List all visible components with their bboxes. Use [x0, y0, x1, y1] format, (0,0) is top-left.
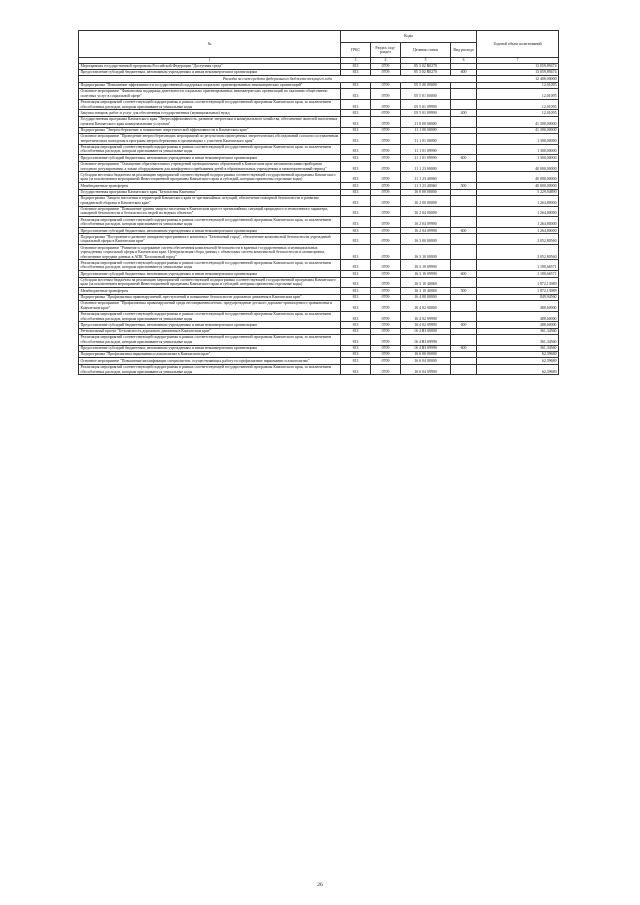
row-expense-type: 600 — [451, 70, 477, 76]
row-grbs: 813 — [341, 127, 371, 133]
row-grbs: 813 — [341, 63, 371, 69]
row-razdel: 0709 — [371, 189, 401, 195]
row-amount: 1 300,00000 — [477, 155, 559, 161]
row-grbs: 813 — [341, 110, 371, 116]
table-row — [79, 195, 559, 206]
row-name: Реализация мероприятий соответствующей подпрограммы в рамках соответствующей государственной программы Камчатского края, за исключением обособленных расходов, которым присваиваются уникальные коды — [79, 217, 341, 228]
row-grbs: 813 — [341, 322, 371, 328]
row-razdel: 0709 — [371, 99, 401, 110]
row-razdel: 0709 — [371, 288, 401, 294]
row-target-article: 16 2 04 09990 — [401, 228, 451, 234]
row-target-article: 16 6 00 00000 — [401, 352, 451, 358]
row-name: Основное мероприятие "Профилактика правонарушений среди несовершеннолетних, предупреждение детского дорожно-транспортного травматизма в Камчатском крае" — [79, 300, 341, 311]
col-index: 4 — [371, 58, 401, 64]
row-target-article: 16 3 10 09990 — [401, 260, 451, 271]
row-target-article: 11 1 00 00000 — [401, 127, 451, 133]
row-grbs: 813 — [341, 294, 371, 300]
row-amount: 361,34560 — [477, 345, 559, 351]
row-name: Государственная программа Камчатского края "Энергоэффективность, развитие энергетики и коммунального хозяйства, обеспечение жителей населенных пунктов Камчатского края коммунальными услугами" — [79, 116, 341, 127]
row-razdel: 0709 — [371, 195, 401, 206]
table-row — [79, 161, 559, 172]
row-grbs: 813 — [341, 155, 371, 161]
row-name: Предоставление субсидий бюджетным, автономным учреждениям и иным некоммерческим организациям — [79, 70, 341, 76]
table-row — [79, 206, 559, 217]
row-expense-type: 600 — [451, 271, 477, 277]
row-grbs: 813 — [341, 277, 371, 288]
row-target-article: 11 1 23 40060 — [401, 183, 451, 189]
row-amount: 13 059,89474 — [477, 70, 559, 76]
row-amount: 1 264,80000 — [477, 217, 559, 228]
row-amount: 12,01095 — [477, 82, 559, 88]
row-name: Субсидии местным бюджетам на реализацию мероприятий соответствующей подпрограммы соответствующей государственной программы Камчатского края (за исключением мероприятий Инвестиционной программы Камчатского края и субсидий, которым присвоены отдельные коды) — [79, 277, 341, 288]
row-amount: 849,94560 — [477, 294, 559, 300]
row-amount: 12,01095 — [477, 88, 559, 99]
row-expense-type: 600 — [451, 155, 477, 161]
row-target-article: 05 3 02 R0270 — [401, 70, 451, 76]
row-name: Подпрограмма "Профилактика правонарушений, преступлений и повышение безопасности дорожного движения в Камчатском крае" — [79, 294, 341, 300]
row-amount: 488,60000 — [477, 322, 559, 328]
row-grbs: 813 — [341, 82, 371, 88]
row-razdel: 0709 — [371, 70, 401, 76]
row-amount: 1 264,80000 — [477, 206, 559, 217]
header-target-article: Целевая статья — [401, 43, 451, 58]
row-target-article: 16 3 10 00000 — [401, 245, 451, 260]
row-expense-type: 500 — [451, 183, 477, 189]
row-grbs: 813 — [341, 288, 371, 294]
row-amount: 41 300,00000 — [477, 127, 559, 133]
row-amount: 1 300,00000 — [477, 133, 559, 144]
row-note: Расходы за счет средств федерального бюджета текущего года — [79, 76, 477, 82]
row-target-article: 16 2 04 00000 — [401, 206, 451, 217]
row-name: Межбюджетные трансферты — [79, 183, 341, 189]
table-row — [79, 335, 559, 346]
table-row — [79, 116, 559, 127]
row-name: Основное мероприятие "Повышение уровня защиты населения в Камчатском крае от чрезвычайных ситуаций природного и техногенного характера, пожарной безопасности и безопасности людей на водных объектах" — [79, 206, 341, 217]
row-razdel: 0709 — [371, 311, 401, 322]
row-target-article: 16 2 00 00000 — [401, 195, 451, 206]
row-razdel: 0709 — [371, 228, 401, 234]
row-name: Субсидии местным бюджетам на реализацию мероприятий соответствующей подпрограммы соответствующей государственной программы Камчатского края (за исключением мероприятий Инвестиционной программы Камчатского края и субсидий, которым присвоены отдельные коды) — [79, 172, 341, 183]
row-target-article: 16 4 02 00000 — [401, 300, 451, 311]
row-name: Реализация мероприятий соответствующей подпрограммы в рамках соответствующей государственной программы Камчатского края, за исключением обособленных расходов, которым присваиваются уникальные коды — [79, 260, 341, 271]
row-name: Предоставление субсидий бюджетным, автономным учреждениям и иным некоммерческим организациям — [79, 271, 341, 277]
row-name: Подпрограмма "Профилактика наркомании и алкоголизма в Камчатском крае" — [79, 352, 341, 358]
row-razdel: 0709 — [371, 82, 401, 88]
row-name: Реализация мероприятий соответствующей подпрограммы в рамках соответствующей государственной программы Камчатского края, за исключением обособленных расходов, которым присваиваются уникальные коды — [79, 335, 341, 346]
row-razdel: 0709 — [371, 217, 401, 228]
row-expense-type — [451, 335, 477, 346]
table-row — [79, 260, 559, 271]
row-amount: 62,39680 — [477, 364, 559, 375]
row-expense-type — [451, 206, 477, 217]
row-target-article: 16 3 10 40060 — [401, 288, 451, 294]
row-amount: 1 180,66571 — [477, 260, 559, 271]
row-expense-type: 600 — [451, 228, 477, 234]
row-expense-type — [451, 311, 477, 322]
row-grbs: 813 — [341, 183, 371, 189]
row-expense-type — [451, 133, 477, 144]
row-grbs: 813 — [341, 99, 371, 110]
row-amount: 361,34560 — [477, 328, 559, 334]
table-body — [79, 63, 559, 375]
row-target-article: 16 6 04 00000 — [401, 358, 451, 364]
row-target-article: 16 4 R3 09990 — [401, 335, 451, 346]
row-target-article: 11 1 23 00000 — [401, 161, 451, 172]
row-razdel: 0709 — [371, 352, 401, 358]
row-target-article: 11 1 01 00000 — [401, 133, 451, 144]
row-name: Реализация мероприятий соответствующей подпрограммы в рамках соответствующей государственной программы Камчатского края, за исключением обособленных расходов, которым присваиваются уникальные коды — [79, 311, 341, 322]
row-expense-type: 600 — [451, 345, 477, 351]
row-razdel: 0709 — [371, 300, 401, 311]
row-amount: 1 264,80000 — [477, 228, 559, 234]
col-index: 7 — [477, 58, 559, 64]
header-number: № — [79, 31, 341, 58]
row-grbs: 813 — [341, 328, 371, 334]
header-grbs: ГРБС — [341, 43, 371, 58]
header-razdel: Раздел, под-раздел — [371, 43, 401, 58]
row-target-article: 16 4 R3 09990 — [401, 345, 451, 351]
row-expense-type — [451, 88, 477, 99]
table-row — [79, 88, 559, 99]
row-target-article: 11 1 01 09990 — [401, 155, 451, 161]
table-row — [79, 277, 559, 288]
row-amount: 1 872,13989 — [477, 288, 559, 294]
row-expense-type — [451, 172, 477, 183]
row-target-article: 16 4 00 00000 — [401, 294, 451, 300]
row-grbs: 813 — [341, 228, 371, 234]
row-expense-type: 600 — [451, 322, 477, 328]
row-name: Государственная программа Камчатского края "Безопасная Камчатка" — [79, 189, 341, 195]
row-expense-type — [451, 195, 477, 206]
row-target-article: 05 5 01 09990 — [401, 110, 451, 116]
row-target-article: 11 0 00 00000 — [401, 116, 451, 127]
header-amount: Годовой объем ассигнований — [477, 31, 559, 58]
row-target-article: 16 4 02 09990 — [401, 311, 451, 322]
row-razdel: 0709 — [371, 183, 401, 189]
row-amount: 361,34560 — [477, 335, 559, 346]
row-target-article: 16 3 10 40060 — [401, 277, 451, 288]
row-grbs: 813 — [341, 116, 371, 127]
row-razdel: 0709 — [371, 245, 401, 260]
row-razdel: 0709 — [371, 88, 401, 99]
row-razdel: 0709 — [371, 161, 401, 172]
row-expense-type — [451, 260, 477, 271]
row-grbs: 813 — [341, 358, 371, 364]
row-grbs: 813 — [341, 133, 371, 144]
row-expense-type: 500 — [451, 288, 477, 294]
row-name: Предоставление субсидий бюджетным, автономным учреждениям и иным некоммерческим организациям — [79, 322, 341, 328]
row-grbs: 813 — [341, 172, 371, 183]
row-target-article: 16 4 R3 00000 — [401, 328, 451, 334]
row-grbs: 813 — [341, 161, 371, 172]
row-amount: 488,60000 — [477, 311, 559, 322]
budget-document — [78, 30, 558, 375]
row-name: Основное мероприятие "Финансовая поддержка деятельности социально ориентированных некоммерческих организаций по оказанию общественно полезных услуг в социальной сфере" — [79, 88, 341, 99]
row-expense-type — [451, 234, 477, 245]
row-amount: 40 000,00000 — [477, 161, 559, 172]
row-grbs: 813 — [341, 335, 371, 346]
row-razdel: 0709 — [371, 345, 401, 351]
row-expense-type — [451, 277, 477, 288]
row-razdel: 0709 — [371, 110, 401, 116]
row-name: Региональный проект "Безопасность дорожного движения в Камчатском крае" — [79, 328, 341, 334]
table-row — [79, 234, 559, 245]
row-amount: 40 000,00000 — [477, 172, 559, 183]
row-grbs: 813 — [341, 217, 371, 228]
row-razdel: 0709 — [371, 144, 401, 155]
row-name: Мероприятия государственной программы Российской Федерации "Доступная среда" — [79, 63, 341, 69]
row-expense-type: 200 — [451, 110, 477, 116]
row-target-article: 16 3 00 00000 — [401, 234, 451, 245]
row-target-article: 16 0 00 00000 — [401, 189, 451, 195]
table-row — [79, 217, 559, 228]
row-target-article: 11 1 23 40060 — [401, 172, 451, 183]
row-name: Подпрограмма "Построение и развитие аппаратно-программного комплекса "Безопасный город", обеспечение комплексной безопасности учреждений социальной сферы в Камчатском крае" — [79, 234, 341, 245]
row-amount: 62,39680 — [477, 358, 559, 364]
row-amount: 5 229,94890 — [477, 189, 559, 195]
col-index: 6 — [451, 58, 477, 64]
row-grbs: 813 — [341, 70, 371, 76]
row-razdel: 0709 — [371, 155, 401, 161]
row-expense-type — [451, 116, 477, 127]
row-razdel: 0709 — [371, 172, 401, 183]
row-razdel: 0709 — [371, 328, 401, 334]
row-target-article: 05 5 00 00000 — [401, 82, 451, 88]
row-razdel: 0709 — [371, 260, 401, 271]
table-row — [79, 172, 559, 183]
row-name: Реализация мероприятий соответствующей подпрограммы в рамках соответствующей государственной программы Камчатского края, за исключением обособленных расходов, которым присваиваются уникальные коды — [79, 99, 341, 110]
row-razdel: 0709 — [371, 364, 401, 375]
row-name: Реализация мероприятий соответствующей подпрограммы в рамках соответствующей государственной программы Камчатского края, за исключением обособленных расходов, которым присваиваются уникальные коды — [79, 364, 341, 375]
row-grbs: 813 — [341, 352, 371, 358]
row-name: Предоставление субсидий бюджетным, автономным учреждениям и иным некоммерческим организациям — [79, 345, 341, 351]
row-amount: 3 052,80560 — [477, 234, 559, 245]
row-target-article: 11 1 01 09990 — [401, 144, 451, 155]
row-target-article: 16 6 04 09990 — [401, 364, 451, 375]
row-razdel: 0709 — [371, 234, 401, 245]
row-amount: 1 180,66571 — [477, 271, 559, 277]
row-name: Подпрограмма "Защита населения и территорий Камчатского края от чрезвычайных ситуаций, обеспечение пожарной безопасности и развитие гражданской обороны в Камчатском крае" — [79, 195, 341, 206]
row-razdel: 0709 — [371, 127, 401, 133]
row-razdel: 0709 — [371, 322, 401, 328]
row-name: Подпрограмма "Энергосбережение и повышение энергетической эффективности в Камчатском крае" — [79, 127, 341, 133]
row-amount: 12,01095 — [477, 99, 559, 110]
table-row — [79, 99, 559, 110]
row-name: Закупка товаров, работ и услуг для обеспечения государственных (муниципальных) нужд — [79, 110, 341, 116]
header-codes: Коды — [341, 31, 477, 43]
row-target-article: 16 2 04 09990 — [401, 217, 451, 228]
row-grbs: 813 — [341, 189, 371, 195]
row-razdel: 0709 — [371, 358, 401, 364]
table-header — [79, 31, 559, 64]
page-number: 26 — [317, 882, 323, 888]
row-grbs: 813 — [341, 88, 371, 99]
row-name: Межбюджетные трансферты — [79, 288, 341, 294]
row-razdel: 0709 — [371, 63, 401, 69]
row-target-article: 05 5 01 09990 — [401, 99, 451, 110]
budget-table — [78, 30, 559, 375]
row-razdel: 0709 — [371, 277, 401, 288]
col-index: 1 — [79, 58, 341, 64]
row-grbs: 813 — [341, 364, 371, 375]
row-expense-type — [451, 161, 477, 172]
row-amount: 1 872,13989 — [477, 277, 559, 288]
row-target-article: 16 4 02 09990 — [401, 322, 451, 328]
row-razdel: 0709 — [371, 294, 401, 300]
row-name: Основное мероприятие "Проведение энергосберегающих мероприятий по результатам проведенных энергетических обследований согласно составленным энергетическим паспортам и программ энергосбережения в организациях с участием Камчатского края" — [79, 133, 341, 144]
col-index: 5 — [401, 58, 451, 64]
row-grbs: 813 — [341, 144, 371, 155]
table-row — [79, 133, 559, 144]
row-amount: 1 300,00000 — [477, 144, 559, 155]
row-amount: 13 059,89474 — [477, 63, 559, 69]
table-row — [79, 311, 559, 322]
row-expense-type — [451, 300, 477, 311]
row-name: Подпрограмма "Повышение эффективности государственной поддержки социально ориентированных некоммерческих организаций" — [79, 82, 341, 88]
row-amount: 3 052,80560 — [477, 245, 559, 260]
row-amount: 40 000,00000 — [477, 183, 559, 189]
row-grbs: 813 — [341, 260, 371, 271]
row-expense-type — [451, 245, 477, 260]
row-name: Основное мероприятие "Повышение квалификации специалистов, осуществляющих работу по профилактике наркомании и алкоголизма" — [79, 358, 341, 364]
row-grbs: 813 — [341, 271, 371, 277]
row-grbs: 813 — [341, 206, 371, 217]
row-name: Основное мероприятие "Развитие и содержание систем обеспечения комплексной безопасности в краевых государственных и муниципальных учреждениях социальной сферы в Камчатском крае. Централизация сбора данных с объектовых систем комплексной безопасности и мониторинга, обеспечение передачи данных в АПК "Безопасный город" — [79, 245, 341, 260]
row-target-article: 16 3 10 09990 — [401, 271, 451, 277]
row-grbs: 813 — [341, 300, 371, 311]
row-razdel: 0709 — [371, 133, 401, 144]
row-amount: 62,39680 — [477, 352, 559, 358]
row-expense-type — [451, 217, 477, 228]
row-grbs: 813 — [341, 345, 371, 351]
row-amount: 41 300,00000 — [477, 116, 559, 127]
row-expense-type — [451, 364, 477, 375]
row-razdel: 0709 — [371, 116, 401, 127]
row-grbs: 813 — [341, 311, 371, 322]
row-target-article: 05 3 02 R0270 — [401, 63, 451, 69]
row-razdel: 0709 — [371, 271, 401, 277]
header-expense-type: Вид расхода — [451, 43, 477, 58]
row-expense-type — [451, 144, 477, 155]
row-name: Основное мероприятие "Оснащение образовательных учреждений муниципальных образований в Камчатском крае автоматическими приборами погодного регулирования, а также оборудованием для комфортного пребывания детей в образовательных учреждениях в межотопительный период" — [79, 161, 341, 172]
row-razdel: 0709 — [371, 206, 401, 217]
row-amount: 12 406,90000 — [477, 76, 559, 82]
table-row — [79, 245, 559, 260]
row-amount: 1 264,80000 — [477, 195, 559, 206]
row-name: Реализация мероприятий соответствующей подпрограммы в рамках соответствующей государственной программы Камчатского края, за исключением обособленных расходов, которым присваиваются уникальные коды — [79, 144, 341, 155]
row-grbs: 813 — [341, 195, 371, 206]
table-row — [79, 300, 559, 311]
row-grbs: 813 — [341, 245, 371, 260]
row-target-article: 05 5 01 00000 — [401, 88, 451, 99]
table-row — [79, 364, 559, 375]
row-expense-type — [451, 99, 477, 110]
row-amount: 12,01095 — [477, 110, 559, 116]
table-row — [79, 144, 559, 155]
row-razdel: 0709 — [371, 335, 401, 346]
row-name: Предоставление субсидий бюджетным, автономным учреждениям и иным некоммерческим организациям — [79, 228, 341, 234]
row-name: Предоставление субсидий бюджетным, автономным учреждениям и иным некоммерческим организациям — [79, 155, 341, 161]
row-grbs: 813 — [341, 234, 371, 245]
row-amount: 488,60000 — [477, 300, 559, 311]
col-index: 3 — [341, 58, 371, 64]
